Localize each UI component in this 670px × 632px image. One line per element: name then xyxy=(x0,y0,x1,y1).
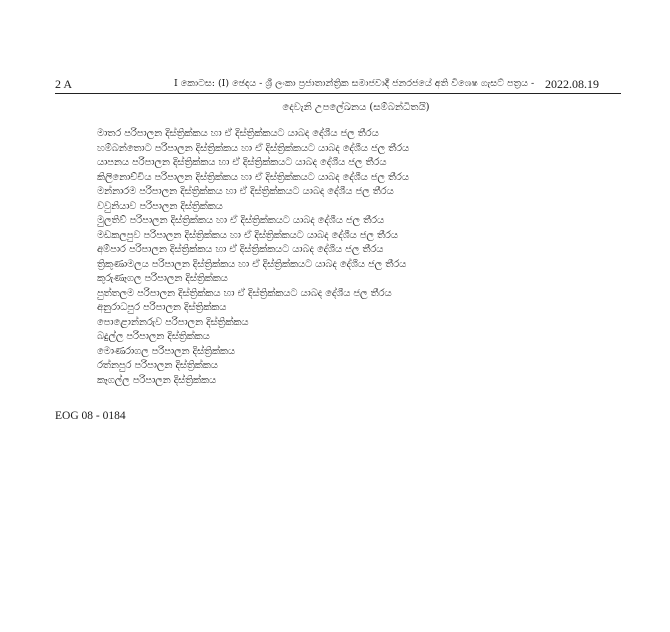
list-item: මාතර පරිපාලන දිස්ත්‍රික්කය හා ඒ දිස්ත්‍රික්කයට යාබද දේශීය ජල තීරය xyxy=(97,128,379,139)
schedule-title: දෙවැනි උපලේඛනය (සම්බන්ධිතයි) xyxy=(282,102,430,113)
list-item: මඩකලපුව පරිපාලන දිස්ත්‍රික්කය හා ඒ දිස්ත්‍රික්කයට යාබද දේශීය ජල තීරය xyxy=(97,229,398,241)
list-item: බදුල්ල පරිපාලන දිස්ත්‍රික්කය xyxy=(97,331,210,342)
list-item: රත්නපුර පරිපාලන දිස්ත්‍රික්කය xyxy=(97,360,218,371)
list-item: පොළොන්නරුව පරිපාලන දිස්ත්‍රික්කය xyxy=(97,316,249,328)
document-code: EOG 08 - 0184 xyxy=(55,410,126,422)
list-item: අනුරාධපුර පරිපාලන දිස්ත්‍රික්කය xyxy=(97,302,227,313)
page-header xyxy=(55,77,621,94)
list-item: යාපනය පරිපාලන දිස්ත්‍රික්කය හා ඒ දිස්ත්‍රික්කයට යාබද දේශීය ජල තීරය xyxy=(97,157,387,168)
list-item: මන්නාරම පරිපාලන දිස්ත්‍රික්කය හා ඒ දිස්ත්‍රික්කයට යාබද දේශීය ජල තීරය xyxy=(97,186,394,197)
list-item: මුලතිව් පරිපාලන දිස්ත්‍රික්කය හා ඒ දිස්ත්‍රික්කයට යාබද දේශීය ජල තීරය xyxy=(97,215,384,226)
district-list xyxy=(97,127,409,388)
gazette-title: I කොටස: (I) ඡෙදය - ශ්‍රී ලංකා ප්‍රජාතාන්ත්‍රික සමාජවාදී ජනරජයේ අති විශෙෂ ගැසට් පත්‍රය - xyxy=(174,78,535,89)
list-item: ත්‍රිකුණාමලය පරිපාලන දිස්ත්‍රික්කය හා ඒ දිස්ත්‍රික්කයට යාබද දේශීය ජල තීරය xyxy=(97,258,407,270)
schedule-heading xyxy=(0,102,670,113)
list-item: අම්පාර පරිපාලන දිස්ත්‍රික්කය හා ඒ දිස්ත්‍රික්කයට යාබද දේශීය ජල තීරය xyxy=(97,244,384,255)
list-item: වවුනියාව පරිපාලන දිස්ත්‍රික්කය xyxy=(97,200,223,212)
page-number: 2 A xyxy=(55,77,73,91)
list-item: පුත්තලම පරිපාලන දිස්ත්‍රික්කය හා ඒ දිස්ත්‍රික්කයට යාබද දේශීය ජල තීරය xyxy=(97,287,392,299)
list-item: කිලිනොච්චිය පරිපාලන දිස්ත්‍රික්කය හා ඒ දිස්ත්‍රික්කයට යාබද දේශීය ජල තීරය xyxy=(97,171,409,183)
list-item: මොණරාගල පරිපාලන දිස්ත්‍රික්කය xyxy=(97,345,235,357)
gazette-date: 2022.08.19 xyxy=(545,77,599,91)
list-item: කුරුණෑගල පරිපාලන දිස්ත්‍රික්කය xyxy=(97,273,228,284)
list-item: කෑගල්ල පරිපාලන දිස්ත්‍රික්කය xyxy=(97,374,217,386)
list-item: හම්බන්තොට පරිපාලන දිස්ත්‍රික්කය හා ඒ දිස්ත්‍රික්කයට යාබද දේශීය ජල තීරය xyxy=(97,142,410,154)
